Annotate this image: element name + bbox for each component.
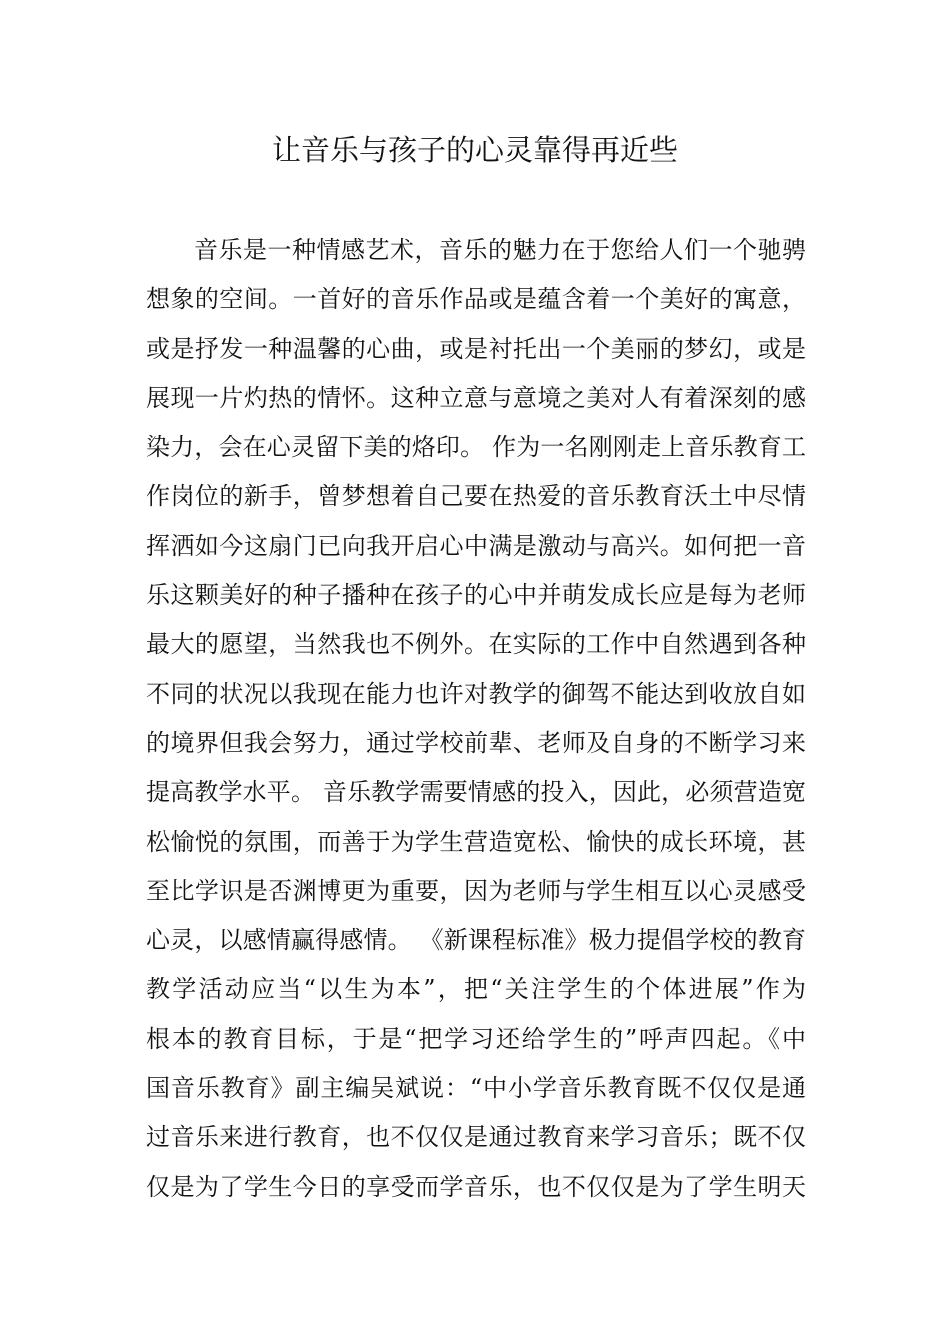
text-line: 国音乐教育》副主编吴斌说：“中小学音乐教育既不仅仅是通 — [146, 1074, 806, 1103]
text-line: 作岗位的新手，曾梦想着自己要在热爱的音乐教育沃土中尽情 — [146, 482, 806, 511]
text-line: 不同的状况以我现在能力也许对教学的御驾不能达到收放自如 — [146, 679, 806, 708]
text-line: 染力，会在心灵留下美的烙印。 作为一名刚刚走上音乐教育工 — [146, 433, 806, 462]
text-line: 展现一片灼热的情怀。这种立意与意境之美对人有着深刻的感 — [146, 383, 806, 412]
text-line: 乐这颗美好的种子播种在孩子的心中并萌发成长应是每为老师 — [146, 581, 806, 610]
text-line: 根本的教育目标，于是“把学习还给学生的”呼声四起。《中 — [146, 1024, 806, 1053]
document-title: 让音乐与孩子的心灵靠得再近些 — [271, 133, 678, 167]
text-line: 教学活动应当“以生为本”，把“关注学生的个体进展”作为 — [146, 975, 806, 1004]
text-line: 或是抒发一种温馨的心曲，或是衬托出一个美丽的梦幻，或是 — [146, 334, 806, 363]
text-line: 提高教学水平。 音乐教学需要情感的投入，因此，必须营造宽 — [146, 778, 806, 807]
text-line: 挥洒如今这扇门已向我开启心中满是激动与高兴。如何把一音 — [146, 531, 806, 560]
text-line: 松愉悦的氛围，而善于为学生营造宽松、愉快的成长环境，甚 — [146, 827, 806, 856]
text-line: 最大的愿望，当然我也不例外。在实际的工作中自然遇到各种 — [146, 630, 806, 659]
text-line: 至比学识是否渊博更为重要，因为老师与学生相互以心灵感受 — [146, 876, 806, 905]
body-paragraph — [146, 226, 806, 1212]
text-line: 想象的空间。一首好的音乐作品或是蕴含着一个美好的寓意， — [146, 285, 806, 314]
text-line: 过音乐来进行教育，也不仅仅是通过教育来学习音乐；既不仅 — [146, 1123, 806, 1152]
text-line: 的境界但我会努力，通过学校前辈、老师及自身的不断学习来 — [146, 728, 806, 757]
text-line: 音乐是一种情感艺术，音乐的魅力在于您给人们一个驰骋 — [194, 236, 806, 264]
text-line: 心灵，以感情赢得感情。 《新课程标准》极力提倡学校的教育 — [146, 926, 806, 955]
text-line: 仅是为了学生今日的享受而学音乐，也不仅仅是为了学生明天 — [146, 1172, 806, 1201]
